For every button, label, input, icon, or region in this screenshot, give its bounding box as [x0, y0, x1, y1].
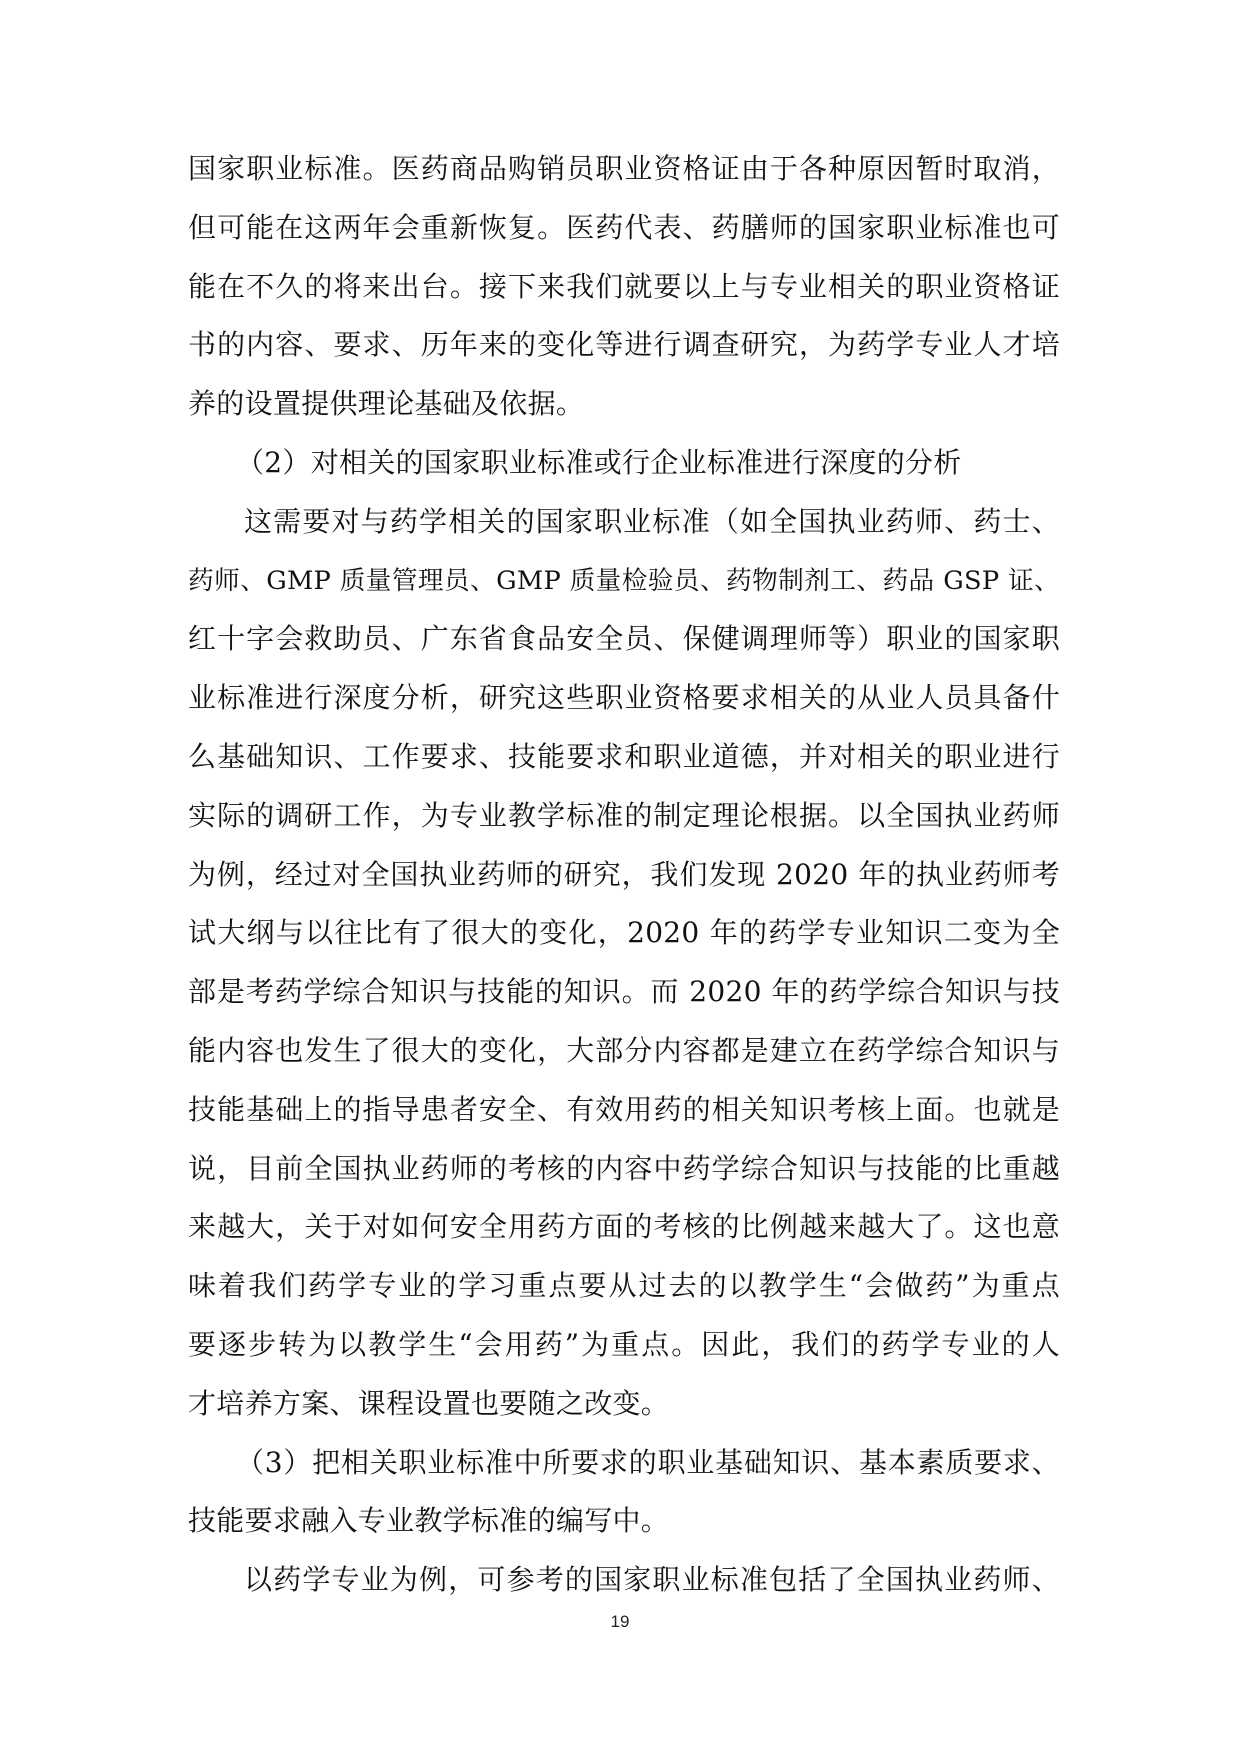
text-line: 实际的调研工作，为专业教学标准的制定理论根据。以全国执业药师 — [188, 798, 1060, 832]
text-line: 技能基础上的指导患者安全、有效用药的相关知识考核上面。也就是 — [188, 1092, 1060, 1126]
text-line: 来越大，关于对如何安全用药方面的考核的比例越来越大了。这也意 — [188, 1210, 1060, 1244]
body-text — [188, 140, 1060, 1610]
text-line: 要逐步转为以教学生“会用药”为重点。因此，我们的药学专业的人 — [188, 1327, 1060, 1361]
text-line: 能在不久的将来出台。接下来我们就要以上与专业相关的职业资格证 — [188, 269, 1060, 303]
text-line: 但可能在这两年会重新恢复。医药代表、药膳师的国家职业标准也可 — [188, 210, 1060, 244]
text-line: 红十字会救助员、广东省食品安全员、保健调理师等）职业的国家职 — [188, 622, 1060, 656]
page-number: 19 — [610, 1612, 630, 1631]
text-line: 业标准进行深度分析，研究这些职业资格要求相关的从业人员具备什 — [188, 681, 1060, 715]
text-line: 书的内容、要求、历年来的变化等进行调查研究，为药学专业人才培 — [188, 328, 1060, 362]
text-line: 药师、GMP 质量管理员、GMP 质量检验员、药物制剂工、药品 GSP 证、 — [188, 565, 1060, 596]
text-line: 为例，经过对全国执业药师的研究，我们发现 2020 年的执业药师考 — [188, 857, 1060, 891]
text-line: 国家职业标准。医药商品购销员职业资格证由于各种原因暂时取消， — [188, 152, 1060, 185]
text-line: 以药学专业为例，可参考的国家职业标准包括了全国执业药师、 — [244, 1563, 1060, 1597]
text-line: 才培养方案、课程设置也要随之改变。 — [188, 1386, 670, 1420]
text-line: 部是考药学综合知识与技能的知识。而 2020 年的药学综合知识与技 — [188, 975, 1060, 1009]
text-line: 养的设置提供理论基础及依据。 — [188, 387, 585, 421]
section-heading-3: （3）把相关职业标准中所要求的职业基础知识、基本素质要求、 — [236, 1445, 1060, 1479]
text-line: 味着我们药学专业的学习重点要从过去的以教学生“会做药”为重点 — [188, 1269, 1060, 1303]
text-line: 技能要求融入专业教学标准的编写中。 — [188, 1504, 670, 1538]
text-line: 试大纲与以往比有了很大的变化，2020 年的药学专业知识二变为全 — [188, 916, 1060, 950]
text-line: 说，目前全国执业药师的考核的内容中药学综合知识与技能的比重越 — [188, 1151, 1060, 1185]
text-line: 这需要对与药学相关的国家职业标准（如全国执业药师、药士、 — [244, 504, 1060, 538]
text-line: 么基础知识、工作要求、技能要求和职业道德，并对相关的职业进行 — [188, 739, 1060, 773]
text-line: 能内容也发生了很大的变化，大部分内容都是建立在药学综合知识与 — [188, 1033, 1060, 1067]
section-heading-2: （2）对相关的国家职业标准或行企业标准进行深度的分析 — [236, 445, 962, 479]
